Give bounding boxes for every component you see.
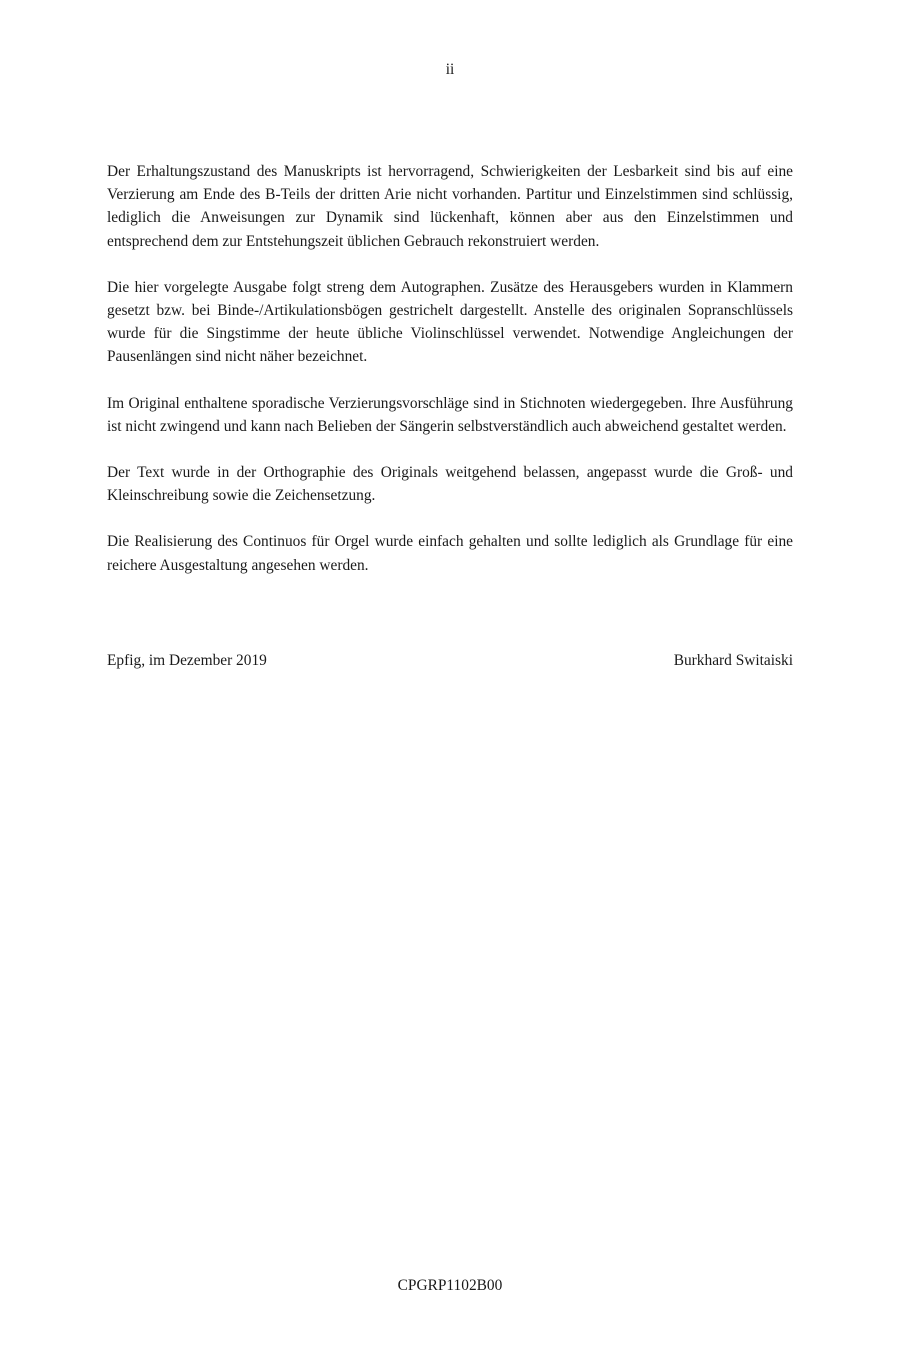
paragraph-ornaments: Im Original enthaltene sporadische Verzierungsvorschläge sind in Stichnoten wiedergegeben. Ihre Ausführung ist nicht zwingend und kann nach Belieben der Sängerin selbstverständlich auch abweichend gestaltet werden.	[107, 394, 793, 435]
place-date: Epfig, im Dezember 2019	[107, 652, 267, 669]
page-number: ii	[445, 61, 455, 78]
paragraph-continuo: Die Realisierung des Continuos für Orgel wurde einfach gehalten und sollte lediglich als Grundlage für eine reichere Ausgestaltung angesehen werden.	[107, 533, 793, 574]
paragraph-edition: Die hier vorgelegte Ausgabe folgt streng dem Autographen. Zusätze des Herausgebers wurden in Klammern gesetzt bzw. bei Binde-/Artikulationsbögen gestrichelt dargestellt. Anstelle des originalen Sopranschlüssels wurde für die Singstimme der heute übliche Violinschlüssel verwendet. Notwendige Angleichungen der Pausenlängen sind nicht näher bezeichnet.	[107, 278, 793, 366]
preface-body	[107, 160, 793, 600]
paragraph-condition: Der Erhaltungszustand des Manuskripts ist hervorragend, Schwierigkeiten der Lesbarkeit sind bis auf eine Verzierung am Ende des B-Teils der dritten Arie nicht vorhanden. Partitur und Einzelstimmen sind schlüssig, lediglich die Anweisungen zur Dynamik sind lückenhaft, können aber aus den Einzelstimmen und entsprechend dem zur Entstehungszeit üblichen Gebrauch rekonstruiert werden.	[107, 163, 793, 250]
signature-line	[107, 649, 793, 672]
paragraph-orthography: Der Text wurde in der Orthographie des Originals weitgehend belassen, angepasst wurde die Groß- und Kleinschreibung sowie die Zeichensetzung.	[107, 464, 793, 505]
author-name: Burkhard Switaiski	[673, 652, 793, 669]
footer-code: CPGRP1102B00	[397, 1277, 503, 1294]
